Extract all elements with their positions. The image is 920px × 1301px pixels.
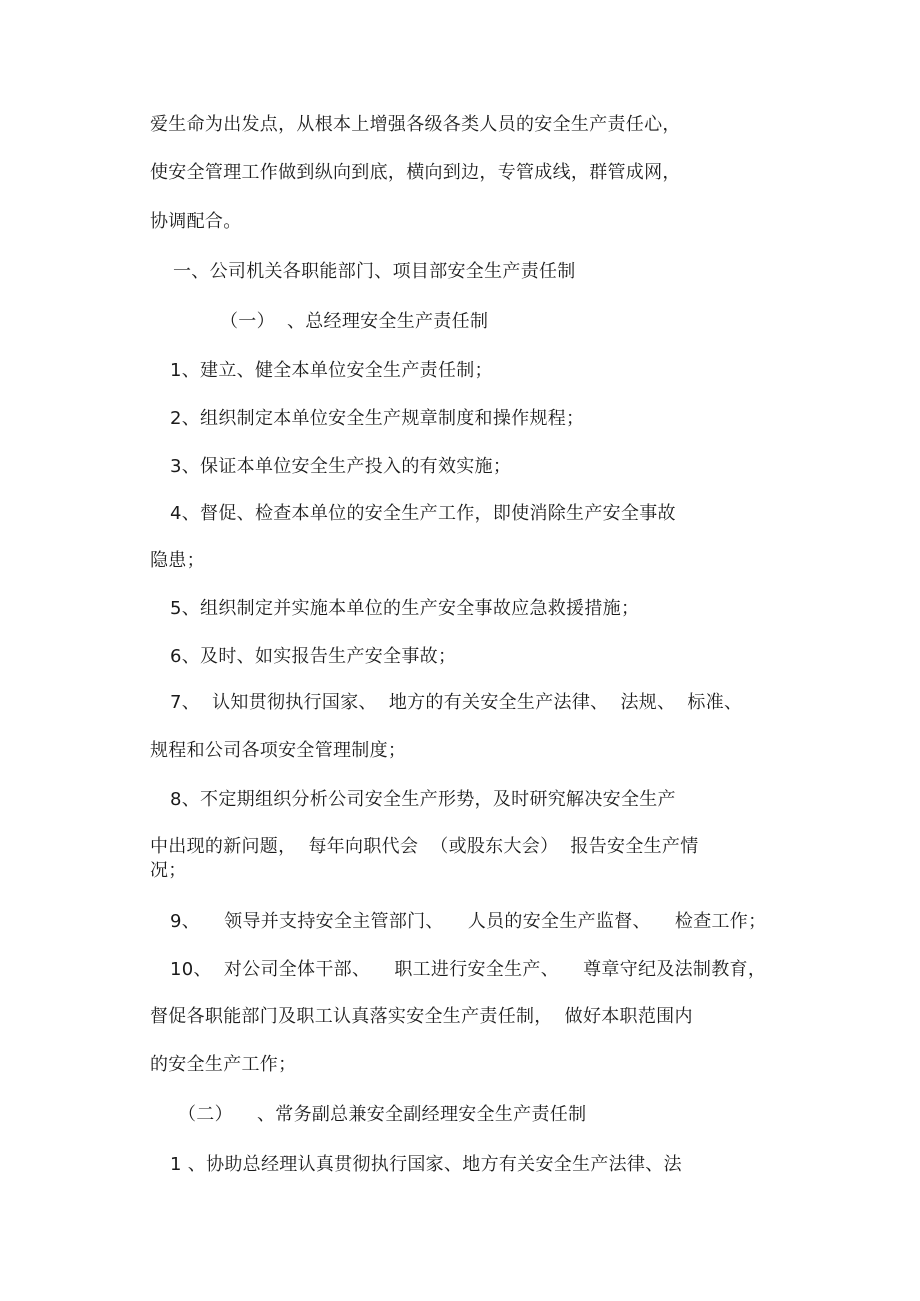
subsection-heading: （二） 、常务副总兼安全副经理安全生产责任制 — [178, 1104, 587, 1125]
body-text-line: 爱生命为出发点，从根本上增强各级各类人员的安全生产责任心， — [150, 114, 681, 135]
list-item-continuation: 的安全生产工作； — [150, 1054, 297, 1075]
list-item: 10、 对公司全体干部、 职工进行安全生产、 尊章守纪及法制教育， — [170, 959, 767, 980]
body-text-line: 使安全管理工作做到纵向到底，横向到边，专管成线，群管成网， — [150, 162, 681, 183]
list-item: 1、建立、健全本单位安全生产责任制； — [170, 360, 493, 381]
subsection-heading: （一） 、总经理安全生产责任制 — [220, 311, 489, 332]
list-item: 2、组织制定本单位安全生产规章制度和操作规程； — [170, 408, 585, 429]
list-item-continuation: 中出现的新问题， 每年向职代会 （或股东大会） 报告安全生产情 — [150, 836, 699, 857]
section-heading: 一、公司机关各职能部门、项目部安全生产责任制 — [173, 261, 576, 282]
list-item: 9、 领导并支持安全主管部门、 人员的安全生产监督、 检查工作； — [170, 911, 767, 932]
list-item: 7、 认知贯彻执行国家、 地方的有关安全生产法律、 法规、 标准、 — [170, 692, 743, 713]
list-item-continuation: 督促各职能部门及职工认真落实安全生产责任制， 做好本职范围内 — [150, 1006, 693, 1027]
list-item: 4、督促、检查本单位的安全生产工作，即使消除生产安全事故 — [170, 503, 676, 524]
list-item-continuation: 况； — [150, 860, 187, 881]
list-item-continuation: 隐患； — [150, 550, 205, 571]
list-item: 3、保证本单位安全生产投入的有效实施； — [170, 456, 512, 477]
list-item: 1 、协助总经理认真贯彻执行国家、地方有关安全生产法律、法 — [170, 1154, 682, 1175]
list-item: 8、不定期组织分析公司安全生产形势，及时研究解决安全生产 — [170, 789, 676, 810]
list-item: 6、及时、如实报告生产安全事故； — [170, 646, 457, 667]
list-item-continuation: 规程和公司各项安全管理制度； — [150, 740, 407, 761]
list-item: 5、组织制定并实施本单位的生产安全事故应急救援措施； — [170, 598, 640, 619]
body-text-line: 协调配合。 — [150, 211, 242, 232]
